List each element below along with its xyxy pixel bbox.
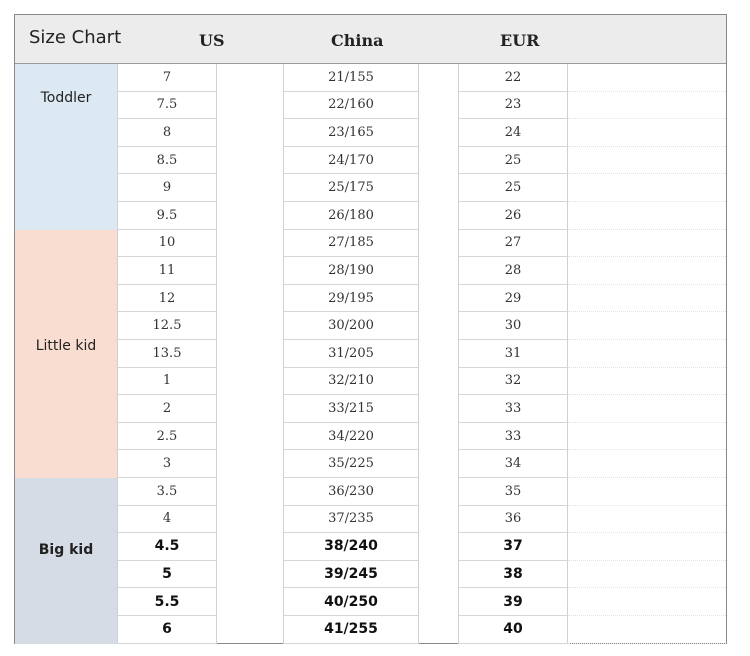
- header-eur: EUR: [500, 31, 540, 50]
- eur-size-cell: 30: [458, 312, 568, 340]
- row-divider: [568, 449, 726, 450]
- china-size-cell: 30/200: [283, 312, 419, 340]
- size-chart-title: Size Chart: [29, 27, 122, 48]
- china-size-cell: 25/175: [283, 174, 419, 202]
- us-size-cell: 12.5: [117, 312, 217, 340]
- us-size-cell: 8: [117, 119, 217, 147]
- row-divider: [568, 587, 726, 588]
- us-size-cell: 9.5: [117, 202, 217, 230]
- row-divider: [568, 339, 726, 340]
- eur-size-cell: 39: [458, 588, 568, 616]
- us-size-cell: 4.5: [117, 533, 217, 561]
- category-label: Big kid: [38, 542, 94, 558]
- china-size-cell: 40/250: [283, 588, 419, 616]
- eur-size-cell: 22: [458, 64, 568, 92]
- eur-size-cell: 33: [458, 395, 568, 423]
- row-divider: [568, 284, 726, 285]
- size-chart-table: [14, 14, 727, 644]
- category-toddler: [15, 64, 117, 230]
- us-size-cell: 3.5: [117, 478, 217, 506]
- eur-size-cell: 38: [458, 561, 568, 589]
- eur-size-cell: 24: [458, 119, 568, 147]
- eur-size-cell: 25: [458, 174, 568, 202]
- us-size-cell: 9: [117, 174, 217, 202]
- us-size-cell: 12: [117, 285, 217, 313]
- row-divider: [568, 560, 726, 561]
- china-size-cell: 27/185: [283, 230, 419, 258]
- eur-size-cell: 25: [458, 147, 568, 175]
- eur-size-cell: 37: [458, 533, 568, 561]
- eur-size-cell: 40: [458, 616, 568, 644]
- china-size-cell: 22/160: [283, 92, 419, 120]
- china-size-cell: 37/235: [283, 506, 419, 534]
- us-size-cell: 2: [117, 395, 217, 423]
- row-divider: [568, 477, 726, 478]
- china-size-cell: 36/230: [283, 478, 419, 506]
- category-big-kid: [15, 478, 117, 644]
- eur-size-cell: 23: [458, 92, 568, 120]
- row-divider: [568, 146, 726, 147]
- eur-size-cell: 34: [458, 450, 568, 478]
- eur-size-cell: 33: [458, 423, 568, 451]
- row-divider: [568, 505, 726, 506]
- row-divider: [568, 229, 726, 230]
- china-size-cell: 24/170: [283, 147, 419, 175]
- row-divider: [568, 91, 726, 92]
- china-size-cell: 21/155: [283, 64, 419, 92]
- us-size-cell: 4: [117, 506, 217, 534]
- row-divider: [568, 311, 726, 312]
- row-divider: [568, 643, 726, 644]
- us-size-cell: 8.5: [117, 147, 217, 175]
- china-size-cell: 29/195: [283, 285, 419, 313]
- us-size-cell: 6: [117, 616, 217, 644]
- row-divider: [568, 118, 726, 119]
- eur-size-cell: 29: [458, 285, 568, 313]
- row-divider: [568, 394, 726, 395]
- eur-size-cell: 27: [458, 230, 568, 258]
- china-size-cell: 34/220: [283, 423, 419, 451]
- row-divider: [568, 173, 726, 174]
- us-size-cell: 3: [117, 450, 217, 478]
- us-size-cell: 10: [117, 230, 217, 258]
- eur-size-cell: 31: [458, 340, 568, 368]
- china-size-cell: 32/210: [283, 368, 419, 396]
- china-size-cell: 38/240: [283, 533, 419, 561]
- category-label: Toddler: [40, 90, 92, 106]
- china-size-cell: 28/190: [283, 257, 419, 285]
- eur-size-cell: 32: [458, 368, 568, 396]
- us-size-cell: 7: [117, 64, 217, 92]
- table-header: [15, 15, 726, 64]
- us-size-cell: 13.5: [117, 340, 217, 368]
- row-divider: [568, 201, 726, 202]
- us-size-cell: 11: [117, 257, 217, 285]
- us-size-cell: 5: [117, 561, 217, 589]
- header-china: China: [331, 31, 384, 50]
- china-size-cell: 39/245: [283, 561, 419, 589]
- eur-size-cell: 35: [458, 478, 568, 506]
- row-divider: [568, 367, 726, 368]
- us-size-cell: 1: [117, 368, 217, 396]
- header-us: US: [199, 31, 225, 50]
- china-size-cell: 26/180: [283, 202, 419, 230]
- row-divider: [568, 256, 726, 257]
- us-size-cell: 5.5: [117, 588, 217, 616]
- row-divider: [568, 615, 726, 616]
- china-size-cell: 35/225: [283, 450, 419, 478]
- category-label: Little kid: [35, 337, 97, 354]
- eur-size-cell: 36: [458, 506, 568, 534]
- china-size-cell: 33/215: [283, 395, 419, 423]
- us-size-cell: 7.5: [117, 92, 217, 120]
- row-divider: [568, 422, 726, 423]
- china-size-cell: 41/255: [283, 616, 419, 644]
- china-size-cell: 31/205: [283, 340, 419, 368]
- eur-size-cell: 28: [458, 257, 568, 285]
- row-divider: [568, 532, 726, 533]
- category-little-kid: [15, 230, 117, 478]
- us-size-cell: 2.5: [117, 423, 217, 451]
- eur-size-cell: 26: [458, 202, 568, 230]
- china-size-cell: 23/165: [283, 119, 419, 147]
